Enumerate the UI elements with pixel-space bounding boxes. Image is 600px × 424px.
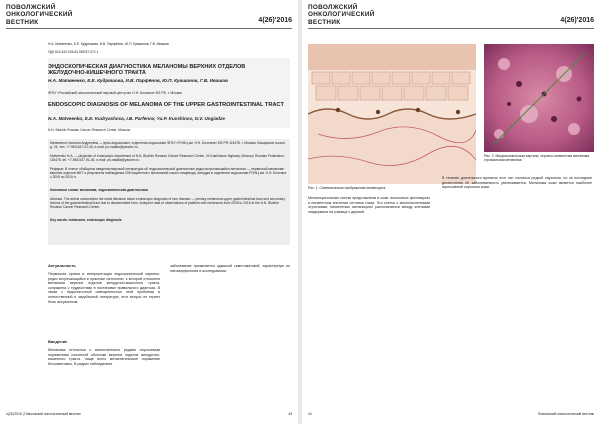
keywords-ru: Ключевые слова: меланома, эндоскопическая диагностика. (50, 188, 149, 192)
journal-line-1: ПОВОЛЖСКИЙ (6, 4, 56, 11)
page-number-left: 43 (288, 412, 292, 416)
authors-en: N.A. Matveenko, E.E. Kudryashova, I.B. Parfenov, Yu.P. Kuvshinov, G.V. Ungiadze (48, 116, 225, 121)
affiliation-en: N.N. Blokhin Russian Cancer Research Center, Moscow (48, 128, 131, 132)
journal-line-1: ПОВОЛЖСКИЙ (308, 4, 358, 11)
right-col-1: Меланоцитальные клетки представлены в коже, волосяных фолликулах и пигментном эпителии сетчатки глаза. Это клетки с многочисленными отростками, пигментные меланоциты располагаются между клетками эпидермиса на границе с дермой. (308, 196, 430, 214)
journal-title-right (308, 4, 594, 26)
figure-2-caption: Рис. 2. Микроскопическая картина, серозно-пигментная меланома, стромальная меланома (484, 154, 591, 163)
doi: УДК 616.342-006.81.089.87-072.1 (48, 50, 99, 54)
issue-number-right: 4(26)'2016 (560, 17, 594, 24)
abstract-ru: Реферат. В статье обобщены сведения мировой литературы об эндоскопической диагностике редко встречающейся патологии — первичной меланоме верхних отделов ЖКТ и результаты наблюдения 205 пациентов с меланомой кожи и пищевода, желудка в отделении эндоскопии РОНЦ им. Н.Н. Блохина с 2005 по 2015 гг. (50, 167, 287, 180)
journal-line-3: ВЕСТНИК (6, 18, 39, 26)
journal-line-3: ВЕСТНИК (308, 18, 341, 26)
abstract-en: Abstract. The article summarizes the world literature about endoscopic diagnosis of rare disease — primary melanoma upper gastrointestinal tract and secondary lesions of the gastrointestinal tract due to disseminated form. Analyzed data of observations of patients with melanoma from 2005 to 2015 at the N.N. Blokhin Russian Cancer Research Center. (50, 197, 286, 210)
header-rule-right (308, 28, 594, 29)
header-rule (6, 28, 292, 29)
footer-right: Поволжский онкологический вестник (537, 412, 594, 416)
journal-line-2: ОНКОЛОГИЧЕСКИЙ (6, 11, 73, 19)
page-header-right (308, 4, 594, 38)
journal-line-2: ОНКОЛОГИЧЕСКИЙ (308, 11, 375, 19)
left-page (0, 0, 298, 424)
right-col-2: В течение длительного времени этот тип считался редкой опухолью, но за последние десятилетия её заболеваемость увеличивается. Меланома кожи является наиболее агрессивной опухолью кожи. (442, 176, 592, 190)
contacts-en: Matveenko N.A. — physician of endoscopic department of N.N. Blokhin Russian Cancer Research Center, 24 Kashirskoe highway, Moscow, Russian Federation, 115478, tel. +7-963-647-91-45, e-mail: pn-natalia@yandex.ru (50, 154, 285, 163)
authors-ru: Н.А. Матвеенко, Е.Е. Кудряшова, И.В. Парфёнов, Ю.П. Кувшинов, Г.В. Ивашов (48, 78, 228, 83)
issue-number: 4(26)'2016 (258, 17, 292, 24)
title-ru: ЭНДОСКОПИЧЕСКАЯ ДИАГНОСТИКА МЕЛАНОМЫ ВЕРХНИХ ОТДЕЛОВ ЖЕЛУДОЧНО-КИШЕЧНОГО ТРАКТА (48, 64, 246, 77)
title-en: ENDOSCOPIC DIAGNOSIS OF MELANOMA OF THE UPPER GASTROINTESTINAL TRACT (48, 102, 284, 108)
right-page (302, 0, 600, 424)
section-heading: Актуальность (48, 263, 76, 268)
section-heading-2: Введение (48, 339, 68, 344)
figure-1-caption: Рис. 1. Схематическое изображение меланоцита (308, 186, 386, 190)
footer-left: 4(26)'2016 | Поволжский онкологический вестник (6, 412, 81, 416)
body-right-column: заболевание проявляется одышкой симптоматикой, характерную по патоморфологии и исследовании. (170, 264, 290, 273)
affiliation-ru: ФГБУ «Российский онкологический научный центр им. Н.Н. Блохина» МЗ РФ, г. Москва (48, 91, 182, 95)
journal-title (6, 4, 292, 26)
figure-1-skin-schematic (308, 44, 476, 184)
page-header (6, 4, 292, 38)
figure-2-microscopy (484, 44, 594, 152)
page-number-right: 44 (308, 412, 312, 416)
running-authors: Н.А. Матвеенко, Е.Е. Кудряшова, И.В. Парфёнов, Ю.П. Кувшинов, Г.В. Ивашов (48, 42, 169, 46)
body-left-2: Меланома относится к исключительно редким опухолевым поражениям слизистой оболочки верхних отделов желудочно-кишечного тракта. Чаще всего метастатическое поражение бессимптомно. В редких наблюдениях (48, 348, 160, 366)
keywords-en: Key words: melanoma, endoscopic diagnosis. (50, 218, 123, 222)
contacts-ru: Матвеенко Наталия Андреевна — врач-эндоскопист отделения эндоскопии ФГБУ «РОНЦ им. Н.Н. Блохина» МЗ РФ 115478, г. Москва, Каширское шоссе, д. 24, тел. +7-963-647-91-45, e-mail: pn-natalia@yandex.ru (50, 141, 286, 150)
body-left-1: Первичная органа в интерпретации эндоскопической картины: редко встречающийся в практике патологии, к которой относится меланома верхних отделов желудочно-кишечного тракта, сопряжена с трудностями в постановке правильного диагноза. В связи с недостаточной освещенностью этой проблемы в отечественной и зарубежной литературе, этот вопрос не теряет быть актуальным. (48, 272, 160, 304)
